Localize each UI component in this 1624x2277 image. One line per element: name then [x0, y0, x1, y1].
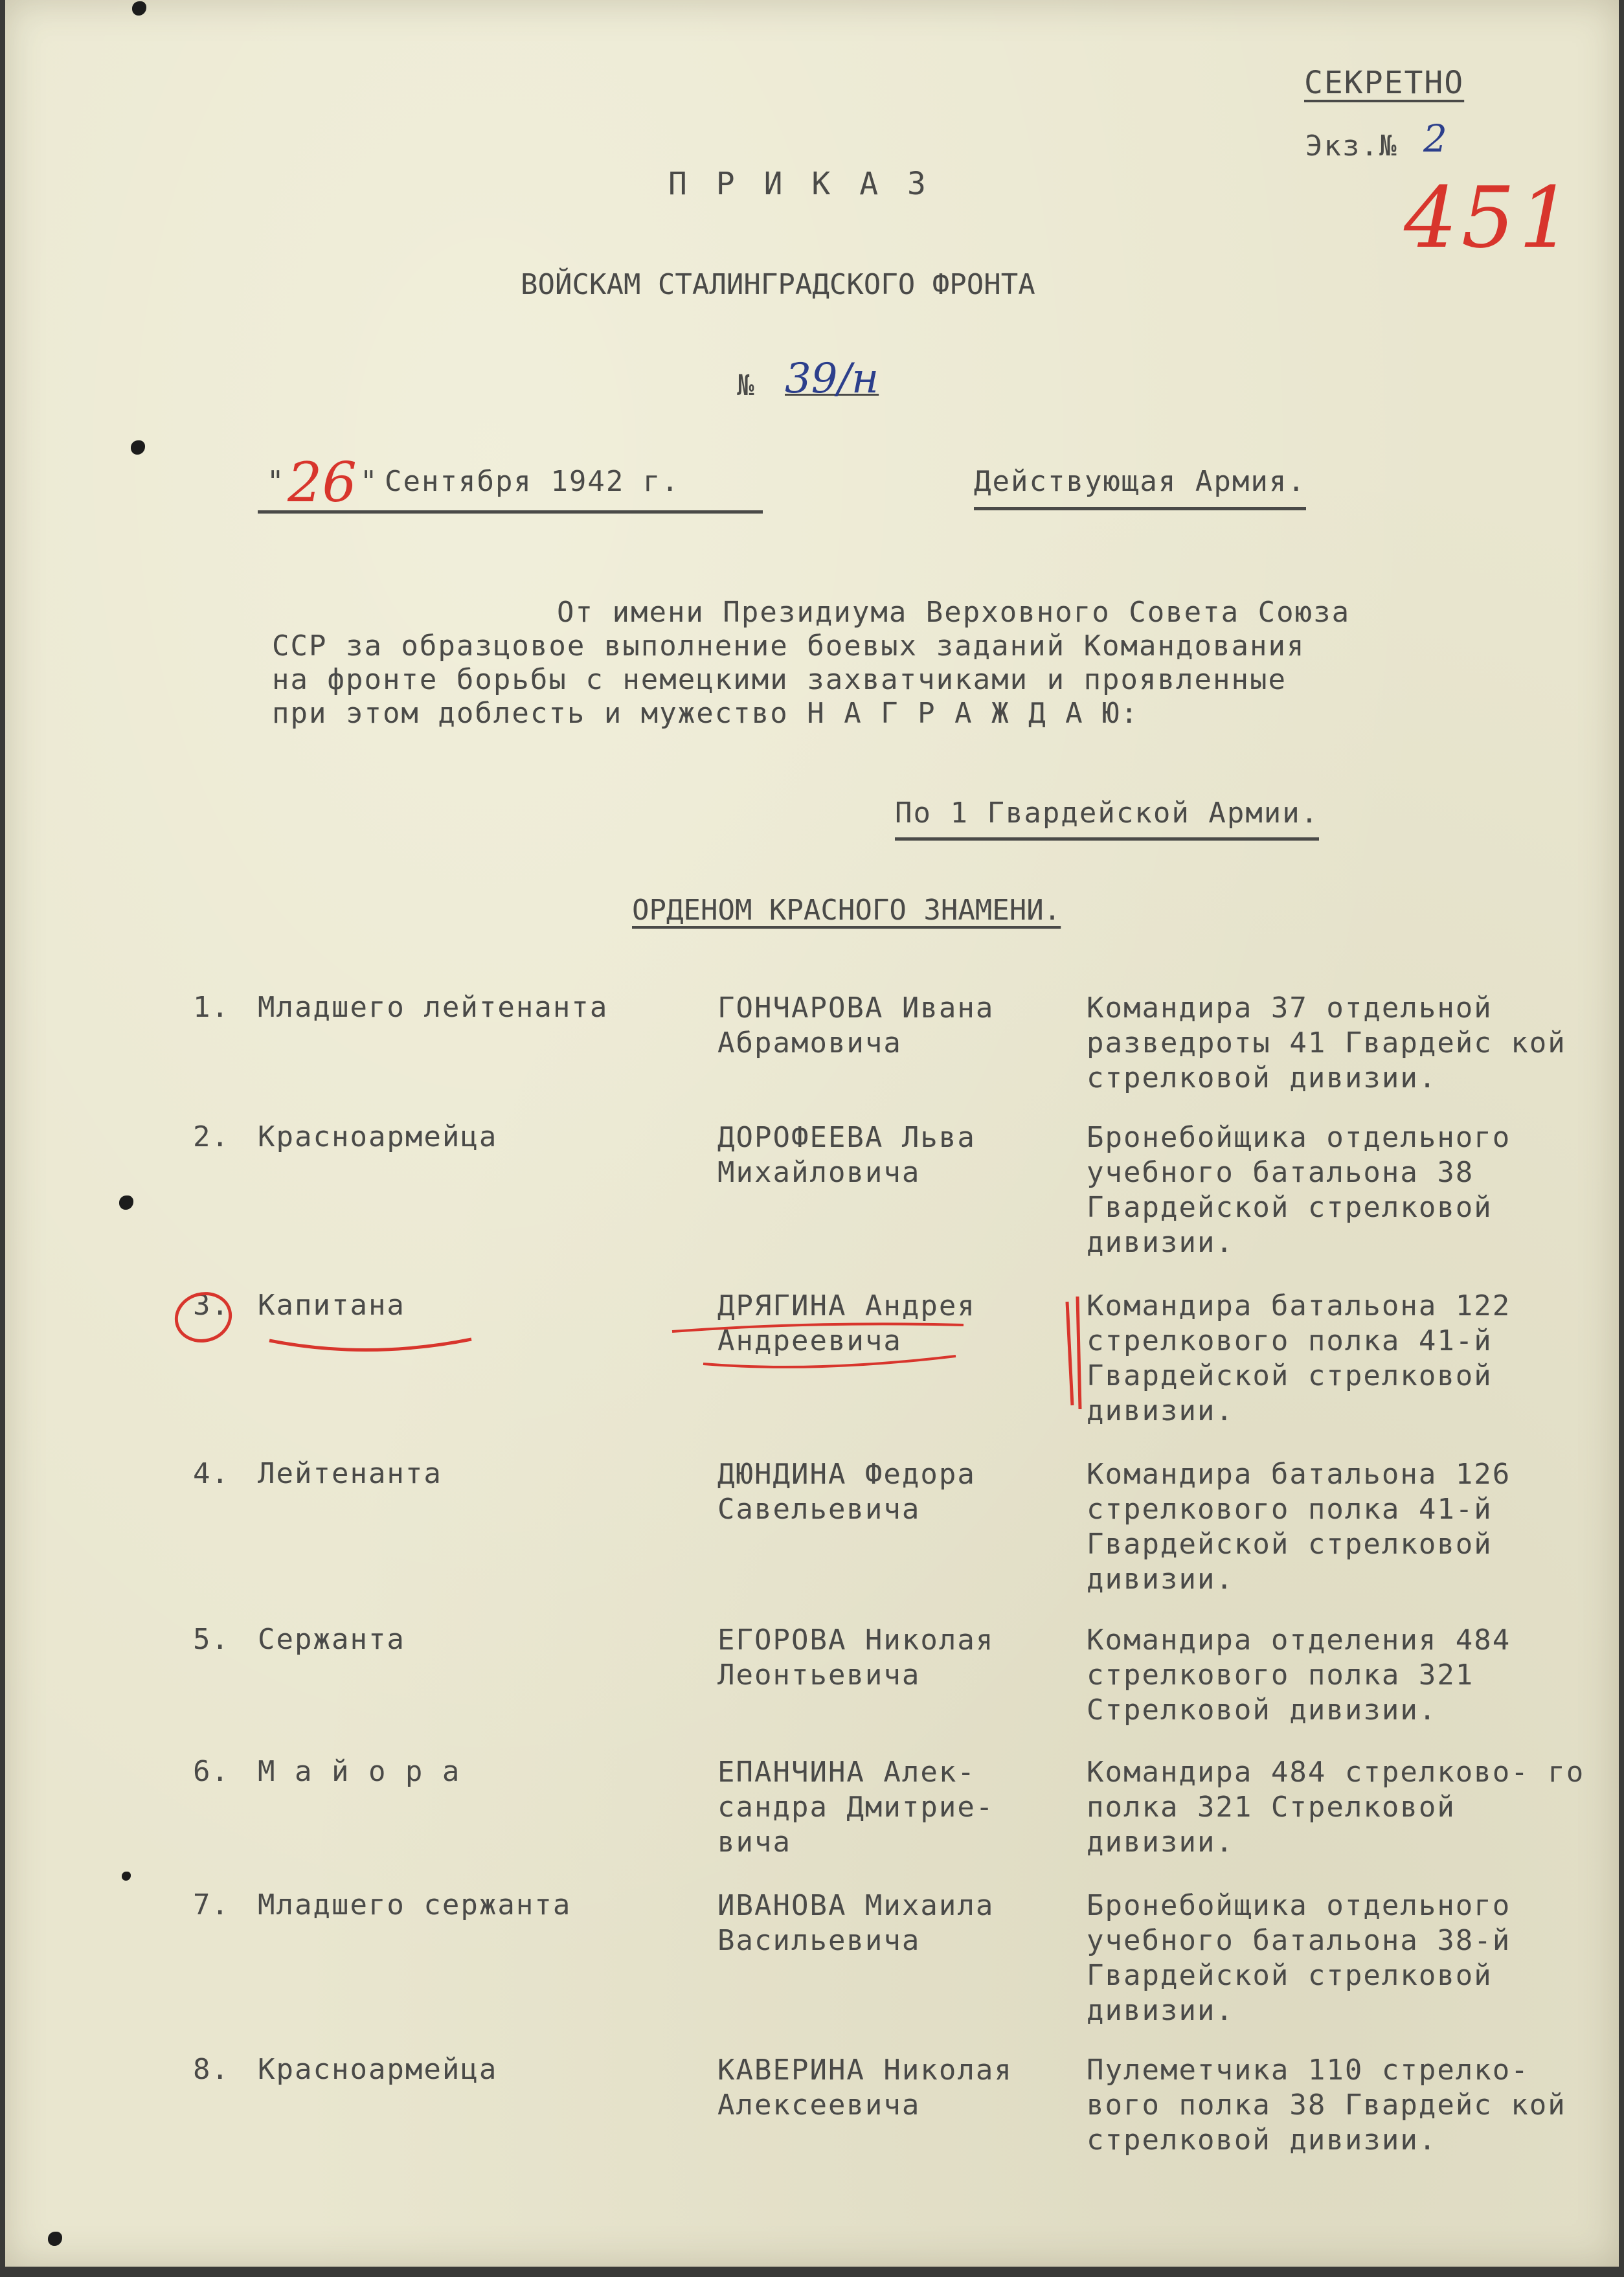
entry-number: 3. — [193, 1289, 230, 1322]
entry-name: КАВЕРИНА Николая Алексеевича — [717, 2054, 1013, 2122]
order-number: 39/н — [785, 355, 879, 403]
entry-number: 1. — [193, 991, 230, 1024]
date-close-quote: " — [360, 465, 379, 498]
entry-description: Командира отделения 484 стрелкового полка 321 Стрелковой дивизии. — [1087, 1624, 1511, 1727]
entry-number: 2. — [193, 1120, 230, 1153]
date-day: 26 — [288, 451, 357, 514]
entry-name: ИВАНОВА Михаила Васильевича — [717, 1889, 995, 1957]
copy-label: Экз.№ — [1305, 130, 1398, 163]
entry-name: ДЮНДИНА Федора Савельевича — [717, 1458, 976, 1526]
entry-description: Бронебойщика отдельного учебного батальона 38 Гвардейской стрелковой дивизии. — [1087, 1121, 1511, 1259]
date-open-quote: " — [267, 465, 286, 498]
award-heading: ОРДЕНОМ КРАСНОГО ЗНАМЕНИ. — [632, 894, 1061, 927]
entry-rank: Младшего сержанта — [258, 1888, 572, 1921]
entry-description: Бронебойщика отдельного учебного батальона 38-й Гвардейской стрелковой дивизии. — [1087, 1889, 1511, 2027]
margin-bar-mark — [1067, 1302, 1072, 1405]
red-pencil-marks — [5, 0, 1619, 2267]
entry-name: ГОНЧАРОВА Ивана Абрамовича — [717, 991, 995, 1059]
entry-number: 7. — [193, 1888, 230, 1921]
preamble-line: при этом доблесть и мужество Н А Г Р А Ж Д А Ю: — [272, 697, 1140, 730]
entry-description: Командира батальона 126 стрелкового полка 41-й Гвардейской стрелковой дивизии. — [1087, 1458, 1511, 1596]
name-underline-mark — [672, 1324, 964, 1331]
place-label: Действующая Армия. — [974, 465, 1306, 510]
entry-number: 6. — [193, 1755, 230, 1788]
entry-rank: Лейтенанта — [258, 1457, 442, 1490]
entry-rank: Младшего лейтенанта — [258, 991, 609, 1024]
entry-name: ЕПАНЧИНА Алек- сандра Дмитрие- вича — [717, 1756, 995, 1859]
document-page — [5, 0, 1619, 2267]
entry-number: 4. — [193, 1457, 230, 1490]
entry-description: Командира 484 стрелково- го полка 321 Стрелковой дивизии. — [1087, 1756, 1585, 1859]
entry-rank: Красноармейца — [258, 1120, 498, 1153]
entry-name: ДРЯГИНА Андрея Андреевича — [717, 1289, 976, 1357]
entry-description: Командира батальона 122 стрелкового полка 41-й Гвардейской стрелковой дивизии. — [1087, 1289, 1511, 1427]
order-number-label: № — [737, 369, 756, 402]
entry-name: ЕГОРОВА Николая Леонтьевича — [717, 1624, 995, 1692]
archive-number: 451 — [1404, 168, 1577, 267]
rank-underline-mark — [269, 1339, 471, 1350]
preamble-line: на фронте борьбы с немецкими захватчиками и проявленные — [272, 663, 1287, 696]
preamble-line: От имени Президиума Верховного Совета Союза — [557, 596, 1351, 629]
margin-bar-mark — [1077, 1297, 1080, 1409]
entry-rank: Сержанта — [258, 1623, 405, 1656]
preamble-line: ССР за образцовое выполнение боевых заданий Командования — [272, 629, 1305, 663]
classification-stamp: СЕКРЕТНО — [1304, 65, 1465, 101]
entry-description: Командира 37 отдельной разведроты 41 Гвардейс кой стрелковой дивизии. — [1087, 991, 1566, 1094]
entry-rank: Красноармейца — [258, 2053, 498, 2086]
order-subtitle: ВОЙСКАМ СТАЛИНГРАДСКОГО ФРОНТА — [521, 268, 1035, 301]
entry-rank: М а й о р а — [258, 1755, 461, 1788]
order-title: П Р И К А З — [668, 166, 931, 202]
number-circle-mark — [171, 1287, 236, 1346]
entry-number: 8. — [193, 2053, 230, 2086]
entry-number: 5. — [193, 1623, 230, 1656]
entry-description: Пулеметчика 110 стрелко- вого полка 38 Гвардейс кой стрелковой дивизии. — [1087, 2054, 1566, 2157]
name-underline-mark — [703, 1356, 956, 1367]
army-heading: По 1 Гвардейской Армии. — [895, 797, 1319, 841]
entry-rank: Капитана — [258, 1289, 405, 1322]
date-month-year: Сентября 1942 г. — [385, 465, 680, 498]
entry-name: ДОРОФЕЕВА Льва Михайловича — [717, 1121, 976, 1189]
copy-number: 2 — [1423, 117, 1447, 161]
